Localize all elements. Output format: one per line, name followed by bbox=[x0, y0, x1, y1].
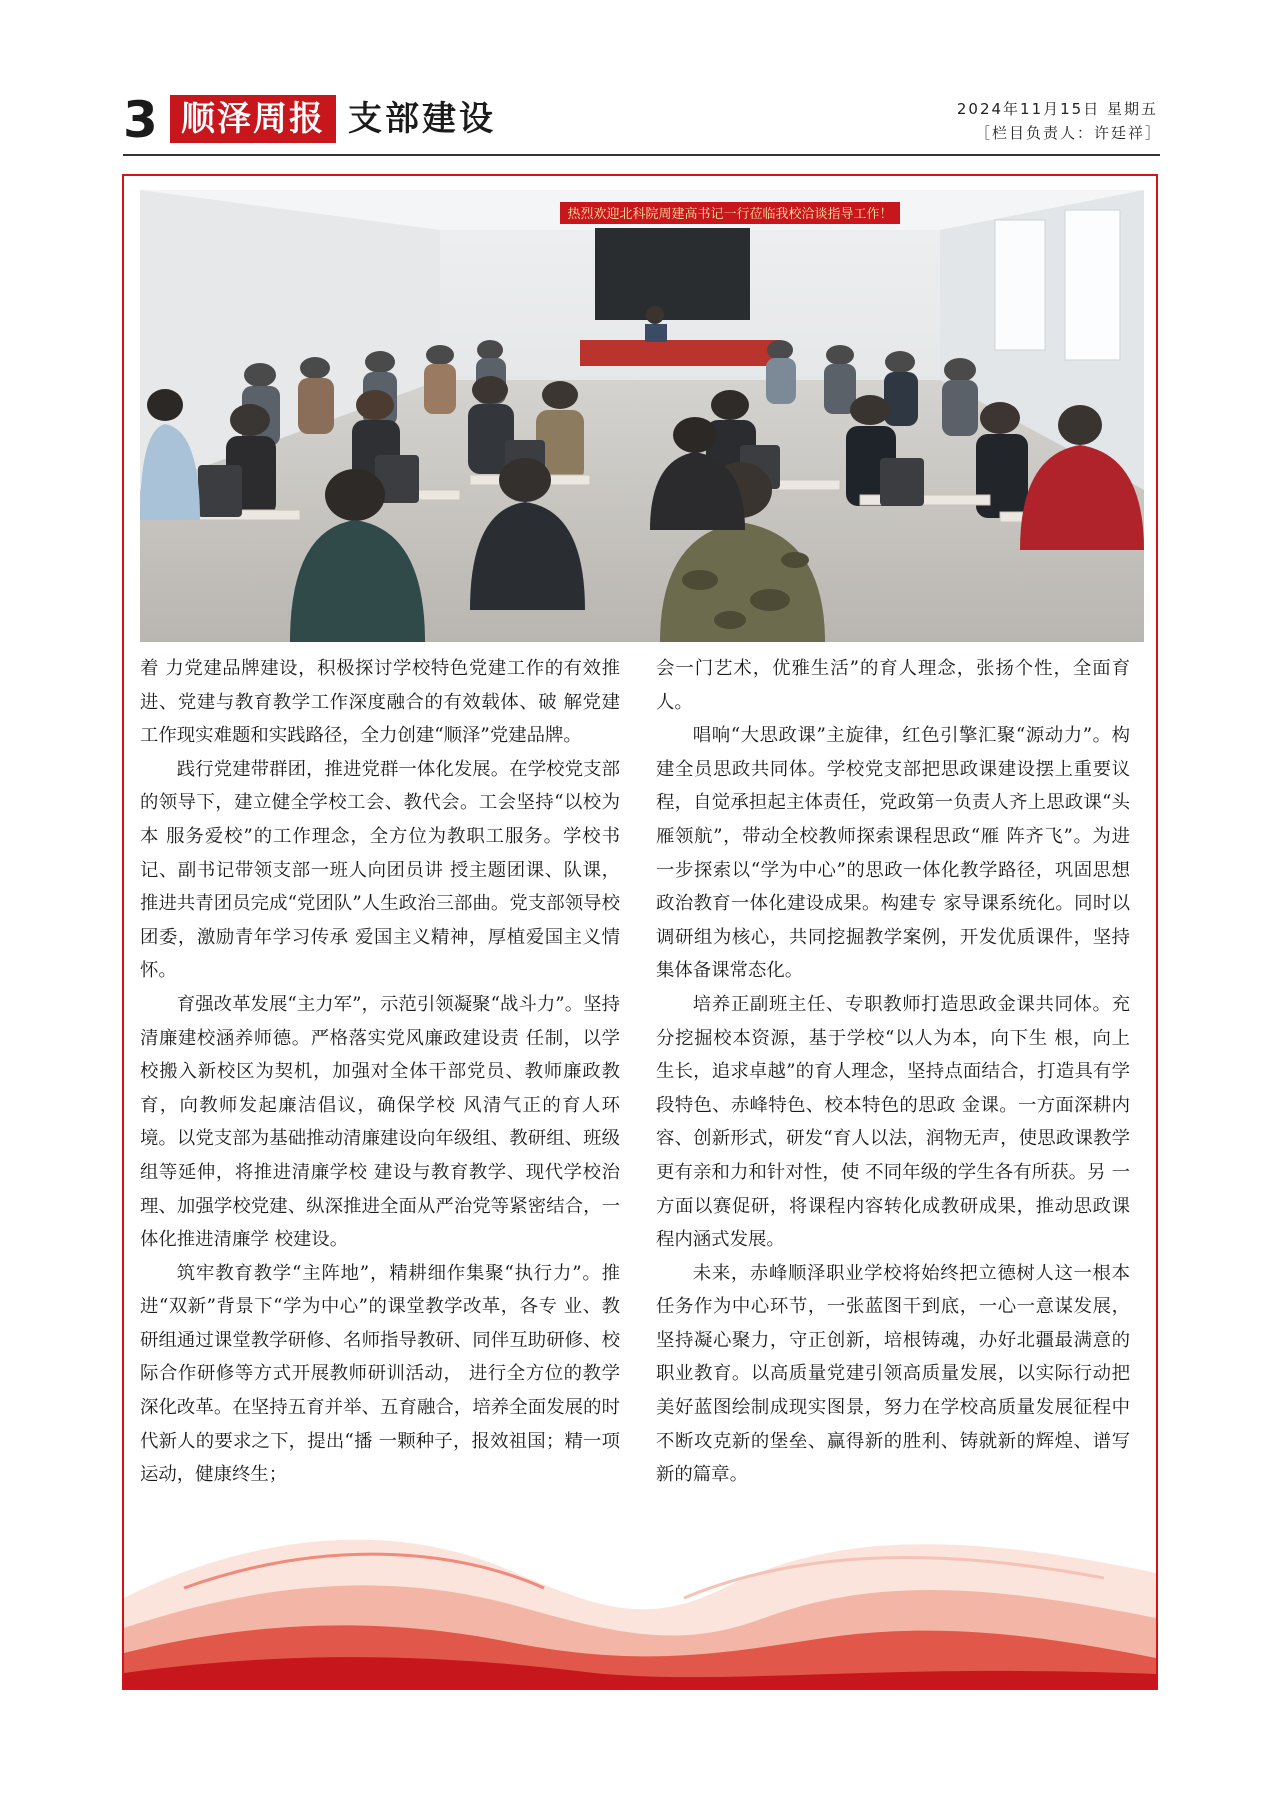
article-paragraph: 践行党建带群团，推进党群一体化发展。在学校党支部的领导下，建立健全学校工会、教代会。工会坚持“以校为本 服务爱校”的工作理念，全方位为教职工服务。学校书记、副书记带领支部一班人向团员讲 授主题团课、队课，推进共青团员完成“党团队”人生政治三部曲。党支部领导校团委，激励青年学习传承 爱国主义精神，厚植爱国主义情怀。 bbox=[140, 758, 620, 982]
article-paragraph: 育强改革发展“主力军”，示范引领凝聚“战斗力”。坚持清廉建校涵养师德。严格落实党风廉政建设责 任制，以学校搬入新校区为契机，加强对全体干部党员、教师廉政教育，向教师发起廉洁倡议，确保学校 风清气正的育人环境。以党支部为基础推动清廉建设向年级组、教研组、班级组等延伸，将推进清廉学校 建设与教育教学、现代学校治理、加强学校党建、纵深推进全面从严治党等紧密结合，一体化推进清廉学 校建设。 bbox=[140, 993, 620, 1251]
meeting-photo bbox=[140, 190, 1144, 642]
article-paragraph: 未来，赤峰顺泽职业学校将始终把立德树人这一根本任务作为中心环节，一张蓝图干到底，一心一意谋发展，坚持凝心聚力，守正创新，培根铸魂，办好北疆最满意的职业教育。以高质量党建引领高质量发展，以实际行动把美好蓝图绘制成现实图景，努力在学校高质量发展征程中不断攻克新的堡垒、赢得新的胜利、铸就新的辉煌、谱写新的篇章。 bbox=[656, 1262, 1130, 1486]
article-column-left bbox=[140, 652, 620, 1492]
decorative-wave-footer bbox=[124, 1478, 1156, 1688]
page-number: 3 bbox=[123, 91, 158, 149]
banner-text: 热烈欢迎北科院周建高书记一行莅临我校洽谈指导工作！ bbox=[567, 207, 893, 222]
paper-logo: 顺泽周报 bbox=[170, 95, 336, 143]
section-title: 支部建设 bbox=[348, 99, 496, 139]
article-paragraph: 培养正副班主任、专职教师打造思政金课共同体。充分挖掘校本资源，基于学校“以人为本，向下生 根，向上生长，追求卓越”的育人理念，坚持点面结合，打造具有学段特色、赤峰特色、校本特色的思政 金课。一方面深耕内容、创新形式，研发“育人以法，润物无声，使思政课教学更有亲和力和针对性，使 不同年级的学生各有所获。另 一方面以赛促研，将课程内容转化成教研成果，推动思政课程内涵式发展。 bbox=[656, 993, 1130, 1251]
article-paragraph: 唱响“大思政课”主旋律，红色引擎汇聚“源动力”。构建全员思政共同体。学校党支部把思政课建设摆上重要议程，自觉承担起主体责任，党政第一负责人齐上思政课“头雁领航”，带动全校教师探索课程思政“雁 阵齐飞”。为进一步探索以“学为中心”的思政一体化教学路径，巩固思想政治教育一体化建设成果。构建专 家导课系统化。同时以调研组为核心，共同挖掘教学案例，开发优质课件，坚持集体备课常态化。 bbox=[656, 725, 1130, 982]
issue-date: 2024年11月15日 星期五 bbox=[956, 100, 1158, 118]
masthead-rule bbox=[123, 154, 1160, 156]
article-column-right bbox=[656, 652, 1130, 1492]
column-editor: ［栏目负责人：许廷祥］ bbox=[974, 124, 1162, 142]
article-frame bbox=[122, 174, 1158, 1690]
masthead bbox=[0, 0, 1280, 160]
article-paragraph: 会一门艺术，优雅生活”的育人理念，张扬个性，全面育 人。 bbox=[656, 658, 1130, 713]
article-paragraph: 筑牢教育教学“主阵地”，精耕细作集聚“执行力”。推进“双新”背景下“学为中心”的课堂教学改革，各专 业、教研组通过课堂教学研修、名师指导教研、同伴互助研修、校际合作研修等方式开展教师研训活动， 进行全方位的教学深化改革。在坚持五育并举、五育融合，培养全面发展的时代新人的要求之下，提出“播 一颗种子，报效祖国；精一项运动，健康终生； bbox=[140, 1262, 620, 1486]
article-paragraph: 着 力党建品牌建设，积极探讨学校特色党建工作的有效推进、党建与教育教学工作深度融合的有效载体、破 解党建工作现实难题和实践路径，全力创建“顺泽”党建品牌。 bbox=[140, 658, 620, 747]
